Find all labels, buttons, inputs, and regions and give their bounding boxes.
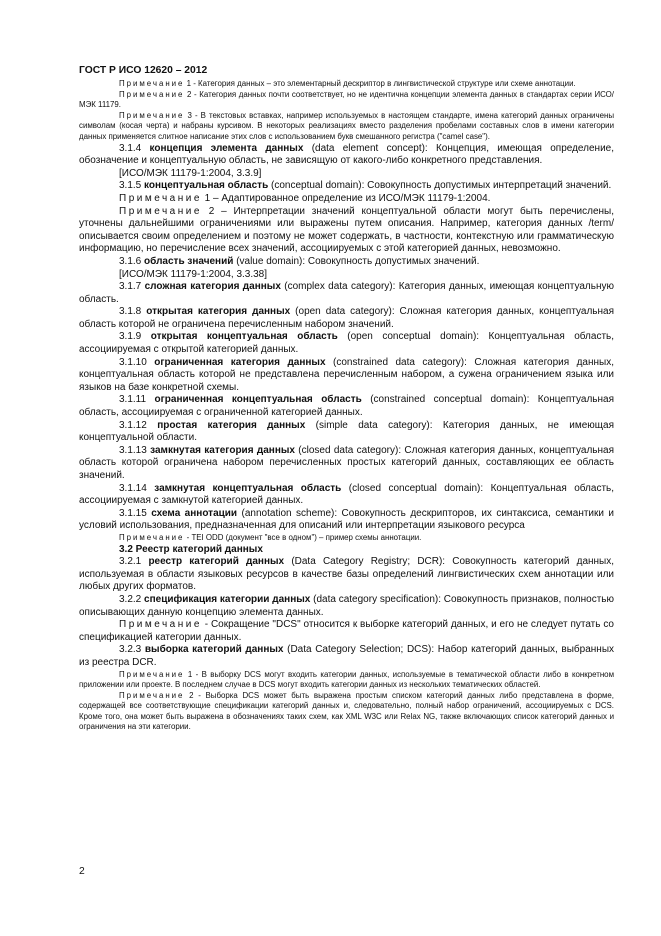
term: замкнутая категория данных (150, 444, 295, 456)
definition-text: (annotation scheme): Совокупность дескрипторов, их синтаксиса, семантики и условий использования, предназначенная для описаний или интерпретации языкового ресурса (79, 507, 614, 532)
definition-paragraph (79, 281, 614, 306)
note-number: 3 (187, 110, 192, 120)
clause-number: 3.1.13 (119, 444, 147, 456)
note-number: 1 (187, 669, 193, 679)
note-paragraph (79, 533, 614, 544)
term: простая категория данных (157, 419, 306, 431)
note-text: - В выборку DCS могут входить категории данных, используемые в тематической области либо в конкретном приложении или проекте. В последнем случае в DCS могут входить категории данных из нескольких тематических областей. (79, 669, 614, 690)
definition-paragraph (79, 394, 614, 419)
note-label: Примечание (119, 690, 185, 700)
definition-text: (value domain): Совокупность допустимых значений. (236, 255, 480, 267)
note-text: - В текстовых вставках, например используемых в настоящем стандарте, имена категорий данных ограничены символам (косая черта) и набраны курсивом. В некоторых реализациях вместо разделения пробелами составных слов в имени категории данных применяется слитное написание этих слов с использованием букв смешанного регистра ("camel case"). (79, 110, 614, 141)
section-heading: 3.2 Реестр категорий данных (119, 543, 263, 555)
term: сложная категория данных (144, 281, 281, 293)
definition-paragraph (79, 331, 614, 356)
definition-paragraph (79, 143, 614, 168)
note-number: 2 (189, 690, 194, 700)
clause-number: 3.1.8 (119, 306, 142, 318)
term: реестр категорий данных (148, 556, 285, 568)
note-paragraph (79, 619, 614, 644)
note-text: Сокращение "DCS" относится к выборке категорий данных, и его не следует путать со спецификацией категории данных. (79, 619, 614, 643)
clause-number: 3.1.14 (119, 482, 147, 494)
definition-text: (closed conceptual domain): Концептуальная область, ассоциируемая с замкнутой категорией данных. (79, 482, 615, 507)
note-number: 2 (187, 89, 192, 99)
definition-paragraph (79, 644, 614, 669)
definition-text: (data element concept): Концепция, имеющая определение, обозначение и концептуальную область, не зависящую от какого-либо конкретного представления. (79, 142, 615, 167)
clause-number: 3.1.9 (119, 331, 142, 343)
note-paragraph (79, 90, 614, 111)
note-label: Примечание (119, 205, 202, 217)
note-text: – Интерпретации значений концептуальной области могут быть перечислены, уточнены дальнейшими ограничениями или выражены путем описания. Например, категория данных /term/ описывается своим определением и поэтому не может содержать, в частности, контекстную или грамматическую информацию, но перечисление всех значений, ассоциируемых с этой категорией данных, невозможно. (79, 205, 615, 255)
term: открытая концептуальная область (150, 331, 338, 343)
definition-text: (constrained data category): Сложная категория данных, концептуальная область которой не представлена перечисленным набором, а сужена ограничением языка или языков на базе конкретной схемы. (79, 356, 614, 393)
definition-text: (constrained conceptual domain): Концептуальная область, ассоциируемая с ограниченной категорией данных. (79, 394, 614, 419)
note-number: 2 (208, 205, 215, 217)
note-paragraph (79, 79, 614, 90)
definition-paragraph (79, 445, 614, 483)
note-label: Примечание (119, 110, 185, 120)
note-label: Примечание (119, 669, 185, 679)
term: открытая категория данных (146, 306, 291, 318)
term: схема аннотации (151, 507, 238, 519)
note-paragraph (79, 111, 614, 143)
document-body (79, 79, 614, 733)
definition-text: (complex data category): Категория данных, имеющая концептуальную область. (79, 281, 615, 305)
definition-paragraph (79, 483, 614, 508)
definition-paragraph (79, 556, 614, 594)
page-number: 2 (79, 866, 85, 877)
note-text: - Категория данных – это элементарный дескриптор в лингвистической структуре или схеме аннотации. (193, 79, 576, 88)
note-paragraph (79, 193, 614, 206)
clause-number: 3.2.3 (119, 644, 142, 656)
definition-text: (Data Category Registry; DCR): Совокупность категорий данных, используемая в области языковых ресурсов в качестве базы определений лингвистических схем аннотации или любых других форматов. (79, 556, 615, 593)
note-number: - (204, 619, 209, 631)
note-label: Примечание (119, 89, 185, 99)
note-label: Примечание (119, 192, 202, 204)
note-label: Примечание (119, 619, 202, 631)
definition-text: (closed data category): Сложная категория данных, концептуальная область которой ограничена набором перечисленных простых категорий данных, составляющих ее область значений. (79, 444, 614, 481)
note-label: Примечание (119, 79, 185, 88)
note-text: – Адаптированное определение из ИСО/МЭК 11179-1:2004. (213, 192, 491, 204)
definition-text: (conceptual domain): Совокупность допустимых интерпретаций значений. (271, 180, 612, 192)
term: область значений (144, 255, 234, 267)
note-number: 1 (186, 79, 192, 88)
note-text: - Выборка DCS может быть выражена простым списком категорий данных либо представлена в форме, содержащей все соответствующие спецификации категорий данных и, следовательно, полный набор ограничений, ассоциируемых с DCS. Кроме того, она может быть выражена в обозначениях таких схем, как XML W3C или Relax NG, также включающих список категорий данных и ограничения на эти категории. (79, 690, 614, 732)
term: замкнутая концептуальная область (154, 482, 342, 494)
note-text: - TEI ODD (документ "все в одном") – пример схемы аннотации. (186, 532, 422, 542)
document-header: ГОСТ Р ИСО 12620 – 2012 (79, 65, 208, 76)
term: концепция элемента данных (149, 142, 304, 154)
clause-number: 3.1.4 (119, 142, 142, 154)
document-page (79, 64, 614, 733)
definition-paragraph (79, 508, 614, 533)
clause-number: 3.1.15 (119, 507, 147, 519)
term: спецификация категории данных (144, 593, 311, 605)
note-text: - Категория данных почти соответствует, но не идентична концепции элемента данных в стандартах серии ИСО/МЭК 11179. (79, 89, 614, 110)
note-label: Примечание (119, 532, 185, 542)
clause-number: 3.1.12 (119, 419, 147, 431)
clause-number: 3.2.2 (119, 593, 142, 605)
note-paragraph (79, 206, 614, 256)
definition-paragraph (79, 420, 614, 445)
note-paragraph (79, 691, 614, 733)
definition-text: (open data category): Сложная категория данных, концептуальная область которой не ограничена перечисленным набором значений. (79, 306, 615, 330)
term: выборка категорий данных (144, 644, 284, 656)
clause-number: 3.1.7 (119, 281, 142, 293)
note-number: 1 (204, 192, 211, 204)
definition-text: (open conceptual domain): Концептуальная область, ассоциируемая с открытой категорией данных. (79, 331, 615, 356)
reference-paragraph: [ИСО/МЭК 11179-1:2004, 3.3.38] (119, 268, 268, 280)
definition-text: (Data Category Selection; DCS): Набор категорий данных, выбранных из реестра DCR. (79, 644, 615, 668)
clause-number: 3.1.5 (119, 180, 142, 192)
term: ограниченная категория данных (154, 356, 326, 368)
clause-number: 3.1.10 (119, 356, 147, 368)
term: ограниченная концептуальная область (154, 394, 362, 406)
definition-text: (simple data category): Категория данных, не имеющая концептуальной области. (79, 419, 614, 444)
definition-paragraph (79, 357, 614, 395)
clause-number: 3.2.1 (119, 556, 142, 568)
reference-paragraph: [ИСО/МЭК 11179-1:2004, 3.3.9] (119, 167, 262, 179)
note-paragraph (79, 670, 614, 691)
definition-paragraph (79, 256, 614, 269)
definition-paragraph (79, 594, 614, 619)
definition-paragraph (79, 306, 614, 331)
term: концептуальная область (144, 180, 269, 192)
definition-paragraph (79, 180, 614, 193)
clause-number: 3.1.6 (119, 255, 142, 267)
clause-number: 3.1.11 (119, 394, 147, 406)
definition-text: (data category specification): Совокупность признаков, полностью описывающих данную концепцию элемента данных. (79, 593, 615, 618)
